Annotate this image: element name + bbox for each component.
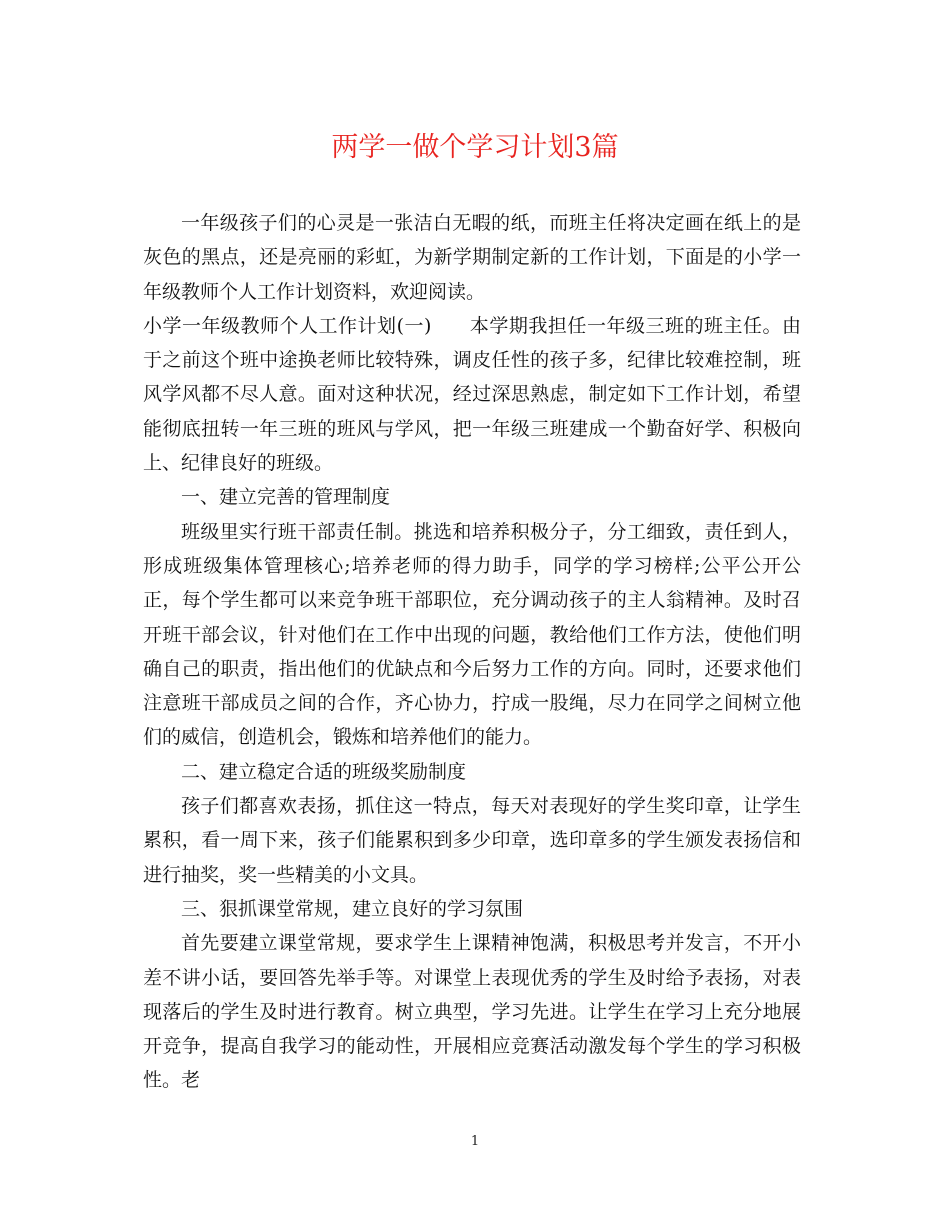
plan-intro-text: 本学期我担任一年级三班的班主任。由于之前这个班中途换老师比较特殊，调皮任性的孩子多，纪律比较难控制，班风学风都不尽人意。面对这种状况，经过深思熟虑，制定如下工作计划，希望能彻底扭转一年三班的班风与学风，把一年级三班建成一个勤奋好学、积极向上、纪律良好的班级。: [143, 314, 801, 475]
section-body-classroom: 首先要建立课堂常规，要求学生上课精神饱满，积极思考并发言，不开小差不讲小话，要回答先举手等。对课堂上表现优秀的学生及时给予表扬，对表现落后的学生及时进行教育。树立典型，学习先进。让学生在学习上充分地展开竞争，提高自我学习的能动性，开展相应竞赛活动激发每个学生的学习积极性。老: [143, 932, 801, 1092]
section-body-rewards: 孩子们都喜欢表扬，抓住这一特点，每天对表现好的学生奖印章，让学生累积，看一周下来，孩子们能累积到多少印章，选印章多的学生颁发表扬信和进行抽奖，奖一些精美的小文具。: [143, 795, 801, 886]
section-body-management: 班级里实行班干部责任制。挑选和培养积极分子，分工细致，责任到人，形成班级集体管理核心;培养老师的得力助手，同学的学习榜样;公平公开公正，每个学生都可以来竞争班干部职位，充分调动孩子的主人翁精神。及时召开班干部会议，针对他们在工作中出现的问题，教给他们工作方法，使他们明确自己的职责，指出他们的优缺点和今后努力工作的方向。同时，还要求他们注意班干部成员之间的合作，齐心协力，拧成一股绳，尽力在同学之间树立他们的威信，创造机会，锻炼和培养他们的能力。: [143, 520, 801, 749]
document-title: 两学一做个学习计划3篇: [331, 132, 619, 163]
page-number: 1: [470, 1134, 480, 1149]
section-heading-rewards: 二、建立稳定合适的班级奖励制度: [181, 760, 467, 783]
section-heading-classroom: 三、狠抓课堂常规，建立良好的学习氛围: [181, 897, 524, 920]
plan-heading: 小学一年级教师个人工作计划(一): [143, 314, 432, 337]
plan-paragraph: [143, 309, 801, 480]
intro-paragraph: 一年级孩子们的心灵是一张洁白无暇的纸，而班主任将决定画在纸上的是灰色的黑点，还是亮丽的彩虹，为新学期制定新的工作计划，下面是的小学一年级教师个人工作计划资料，欢迎阅读。: [143, 212, 801, 303]
section-heading-management: 一、建立完善的管理制度: [181, 486, 391, 509]
document-body: [143, 206, 801, 1098]
